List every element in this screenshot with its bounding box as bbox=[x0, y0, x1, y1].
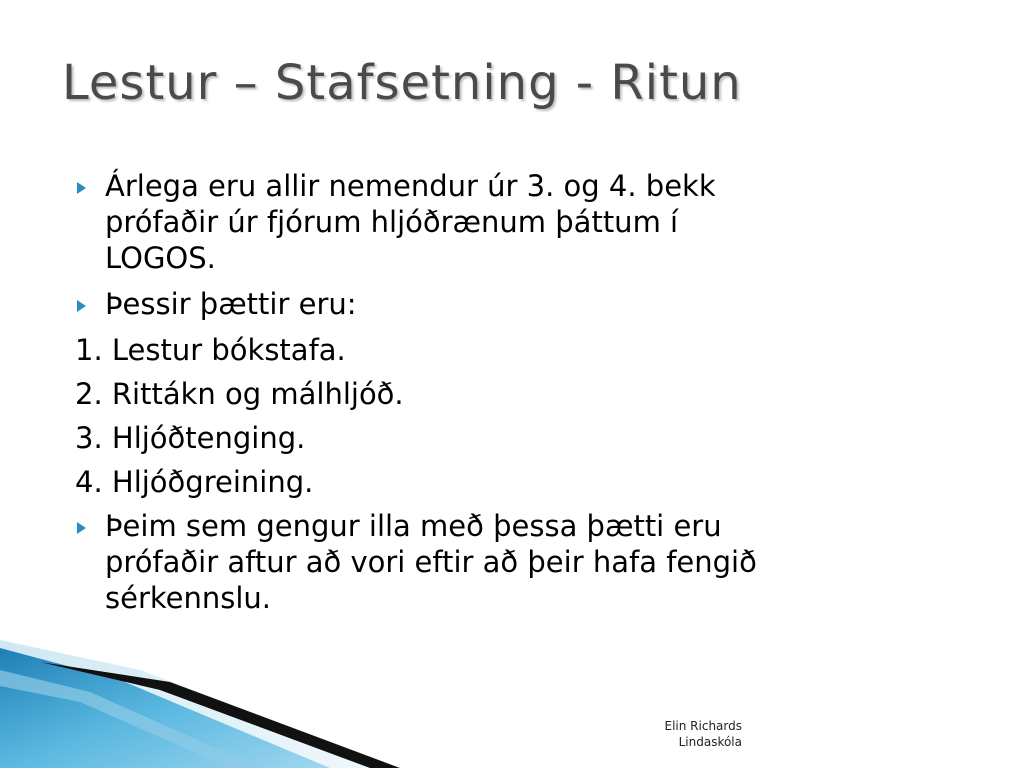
numbered-item: 1. Lestur bókstafa. bbox=[75, 333, 346, 367]
numbered-item: 3. Hljóðtenging. bbox=[75, 421, 306, 455]
bullet-line: Þeim sem gengur illa með þessa þætti eru bbox=[105, 509, 722, 543]
bullet-item bbox=[75, 168, 975, 276]
triangle-right-icon bbox=[77, 182, 86, 194]
bullet-item bbox=[75, 508, 975, 616]
triangle-right-icon bbox=[77, 300, 86, 312]
footer-credit bbox=[665, 718, 743, 750]
bullet-line: Þessir þættir eru: bbox=[105, 287, 357, 321]
bullet-line: sérkennslu. bbox=[105, 581, 271, 615]
footer-school: Lindaskóla bbox=[678, 735, 742, 749]
numbered-item: 2. Rittákn og málhljóð. bbox=[75, 377, 404, 411]
bullet-line: Árlega eru allir nemendur úr 3. og 4. bekk bbox=[105, 169, 716, 203]
bullet-line: prófaðir úr fjórum hljóðrænum þáttum í bbox=[105, 205, 679, 239]
corner-swoosh-decoration bbox=[0, 640, 400, 768]
numbered-item: 4. Hljóðgreining. bbox=[75, 465, 314, 499]
bullet-line: LOGOS. bbox=[105, 241, 216, 275]
triangle-right-icon bbox=[77, 522, 86, 534]
footer-author: Elin Richards bbox=[664, 719, 742, 733]
bullet-item bbox=[75, 286, 975, 322]
slide-body bbox=[75, 168, 975, 616]
bullet-line: prófaðir aftur að vori eftir að þeir hafa fengið bbox=[105, 545, 757, 579]
slide-title: Lestur – Stafsetning - Ritun bbox=[62, 55, 742, 111]
